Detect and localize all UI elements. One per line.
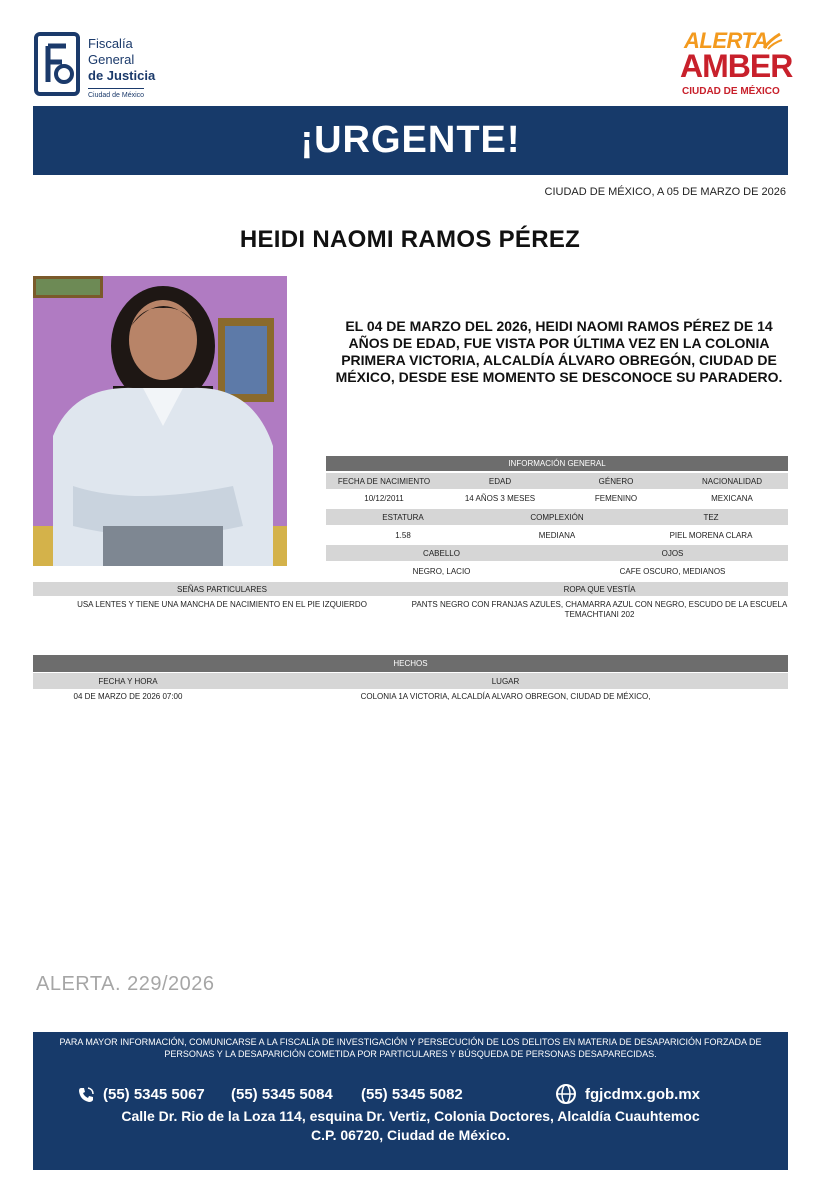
globe-icon [555,1083,577,1105]
info-general-title: INFORMACIÓN GENERAL [326,456,788,471]
label-marks: SEÑAS PARTICULARES [177,585,267,594]
amber-logo-line2: AMBER [680,48,793,84]
value-gender: FEMENINO [594,494,638,503]
label-gender: GÉNERO [598,477,634,486]
label-build: COMPLEXIÓN [530,513,584,522]
contact-footer [33,1032,788,1170]
person-photo [33,276,287,566]
footer-info-text: PARA MAYOR INFORMACIÓN, COMUNICARSE A LA FISCALÍA DE INVESTIGACIÓN Y PERSECUCIÓN DE LOS DELITOS EN MATERIA DE DESAPARICIÓN FORZADA DE PERSONAS Y LA DESAPARICIÓN COMETIDA POR PARTICULARES Y BÚSQUEDA DE PERSONAS DESAPARECIDAS. [59,1037,762,1059]
hechos-title: HECHOS [33,655,788,672]
info-header-row-3 [326,545,788,561]
label-skin: TEZ [703,513,719,522]
person-name: HEIDI NAOMI RAMOS PÉREZ [239,226,581,253]
phone-number-3[interactable]: (55) 5345 5082 [361,1086,463,1103]
value-marks: USA LENTES Y TIENE UNA MANCHA DE NACIMIENTO EN EL PIE IZQUIERDO [77,600,367,609]
value-eyes: CAFE OSCURO, MEDIANOS [619,567,726,576]
label-datetime: FECHA Y HORA [98,677,158,686]
label-place: LUGAR [491,677,520,686]
value-skin: PIEL MORENA CLARA [669,531,753,540]
label-clothes: ROPA QUE VESTÍA [563,585,636,594]
fgj-emblem-icon [34,32,80,96]
value-height: 1.58 [395,531,411,540]
amber-logo-line3: CIUDAD DE MÉXICO [682,86,780,97]
person-photo-illustration [33,276,287,566]
disappearance-summary: EL 04 DE MARZO DEL 2026, HEIDI NAOMI RAMOS PÉREZ DE 14 AÑOS DE EDAD, FUE VISTA POR ÚLTIMA VEZ EN LA COLONIA PRIMERA VICTORIA, ALCALDÍA ÁLVARO OBREGÓN, CIUDAD DE MÉXICO, DESDE ESE MOMENTO SE DESCONOCE SU PARADERO. [335,318,783,385]
date-line: CIUDAD DE MÉXICO, A 05 DE MARZO DE 2026 [544,186,786,198]
footer-address-line1: Calle Dr. Rio de la Loza 114, esquina Dr. Vertiz, Colonia Doctores, Alcaldía Cuauhtemoc [121,1108,700,1124]
phone-number-2[interactable]: (55) 5345 5084 [231,1086,333,1103]
alert-number: ALERTA. 229/2026 [36,973,215,995]
fgj-logo-line4: Ciudad de México [88,88,144,100]
value-datetime: 04 DE MARZO DE 2026 07:00 [73,692,183,701]
fgj-logo-line2: General [88,52,135,67]
label-nationality: NACIONALIDAD [701,477,762,486]
urgent-banner: ¡URGENTE! [33,106,788,175]
value-age: 14 AÑOS 3 MESES [464,494,536,503]
hechos-header-row [33,673,788,689]
info-header-row-1 [326,473,788,489]
website-link[interactable]: fgjcdmx.gob.mx [585,1086,701,1103]
phone-number-1[interactable]: (55) 5345 5067 [103,1086,205,1103]
footer-phones-row [77,1086,767,1108]
fgj-logo [34,30,164,102]
fgj-logo-line1: Fiscalía [88,36,133,51]
label-eyes: OJOS [661,549,684,558]
amber-logo-line1: ALERTA [684,28,769,53]
label-hair: CABELLO [423,549,460,558]
phone-icon [77,1086,95,1104]
value-place: COLONIA 1A VICTORIA, ALCALDÍA ALVARO OBREGON, CIUDAD DE MÉXICO, [360,692,651,701]
fgj-logo-line3: de Justicia [88,68,156,83]
value-build: MEDIANA [538,531,576,540]
info-header-row-2 [326,509,788,525]
footer-address-line2: C.P. 06720, Ciudad de México. [311,1127,510,1143]
value-birth: 10/12/2011 [364,494,404,503]
label-age: EDAD [488,477,512,486]
info-header-row-4 [33,582,788,596]
value-clothes: PANTS NEGRO CON FRANJAS AZULES, CHAMARRA AZUL CON NEGRO, ESCUDO DE LA ESCUELA TEMACHTIANI 202 [411,600,788,619]
alerta-amber-logo [676,28,793,100]
value-hair: NEGRO, LACIO [412,567,471,576]
label-birth: FECHA DE NACIMIENTO [337,477,431,486]
value-nationality: MEXICANA [711,494,753,503]
label-height: ESTATURA [382,513,424,522]
